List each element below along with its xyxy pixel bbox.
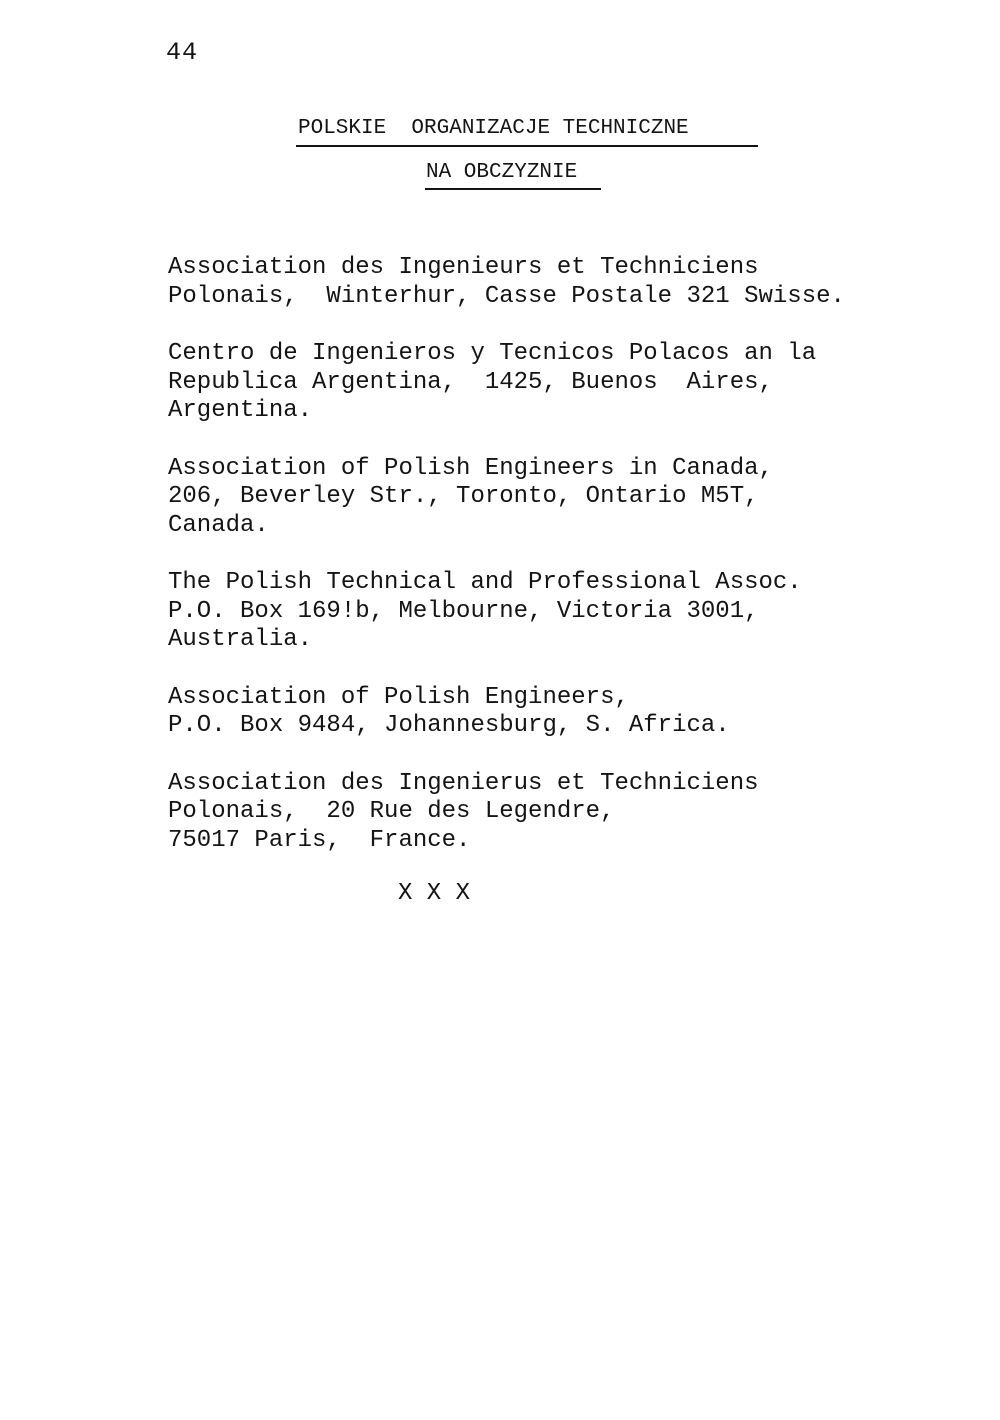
entry-line: Polonais, 20 Rue des Legendre, [168, 798, 615, 825]
entry-line: Association of Polish Engineers in Canada, [168, 454, 773, 482]
organization-list [168, 254, 988, 884]
document-title-line-1: POLSKIE ORGANIZACJE TECHNICZNE [298, 117, 689, 140]
organization-entry-canada [168, 455, 988, 541]
end-mark: X X X [398, 880, 471, 907]
organization-entry-argentina [168, 340, 988, 426]
entry-line: Canada. [168, 511, 269, 539]
entry-line: Association des Ingenieurs et Techniciens [168, 254, 759, 281]
entry-line: The Polish Technical and Professional Assoc. [168, 569, 802, 596]
entry-line: Argentina. [168, 397, 313, 424]
page-number: 44 [166, 38, 199, 67]
entry-line: 75017 Paris, France. [168, 826, 471, 854]
entry-line: Australia. [168, 626, 313, 653]
entry-line: 206, Beverley Str., Toronto, Ontario M5T, [168, 483, 759, 510]
entry-line: P.O. Box 169!b, Melbourne, Victoria 3001, [168, 597, 759, 625]
organization-entry-switzerland [168, 254, 988, 311]
title-underline-1 [296, 145, 758, 147]
entry-line: Association of Polish Engineers, [168, 683, 629, 711]
entry-line: Association des Ingenierus et Techniciens [168, 769, 759, 797]
entry-line: Centro de Ingenieros y Tecnicos Polacos an la [168, 340, 817, 367]
entry-line: Republica Argentina, 1425, Buenos Aires, [168, 368, 773, 396]
document-title-line-2: NA OBCZYZNIE [426, 161, 578, 184]
organization-entry-france [168, 770, 988, 856]
organization-entry-australia [168, 569, 988, 655]
title-underline-2 [425, 188, 601, 190]
entry-line: Polonais, Winterhur, Casse Postale 321 Swisse. [168, 282, 845, 310]
organization-entry-south-africa [168, 684, 988, 741]
entry-line: P.O. Box 9484, Johannesburg, S. Africa. [168, 712, 730, 739]
